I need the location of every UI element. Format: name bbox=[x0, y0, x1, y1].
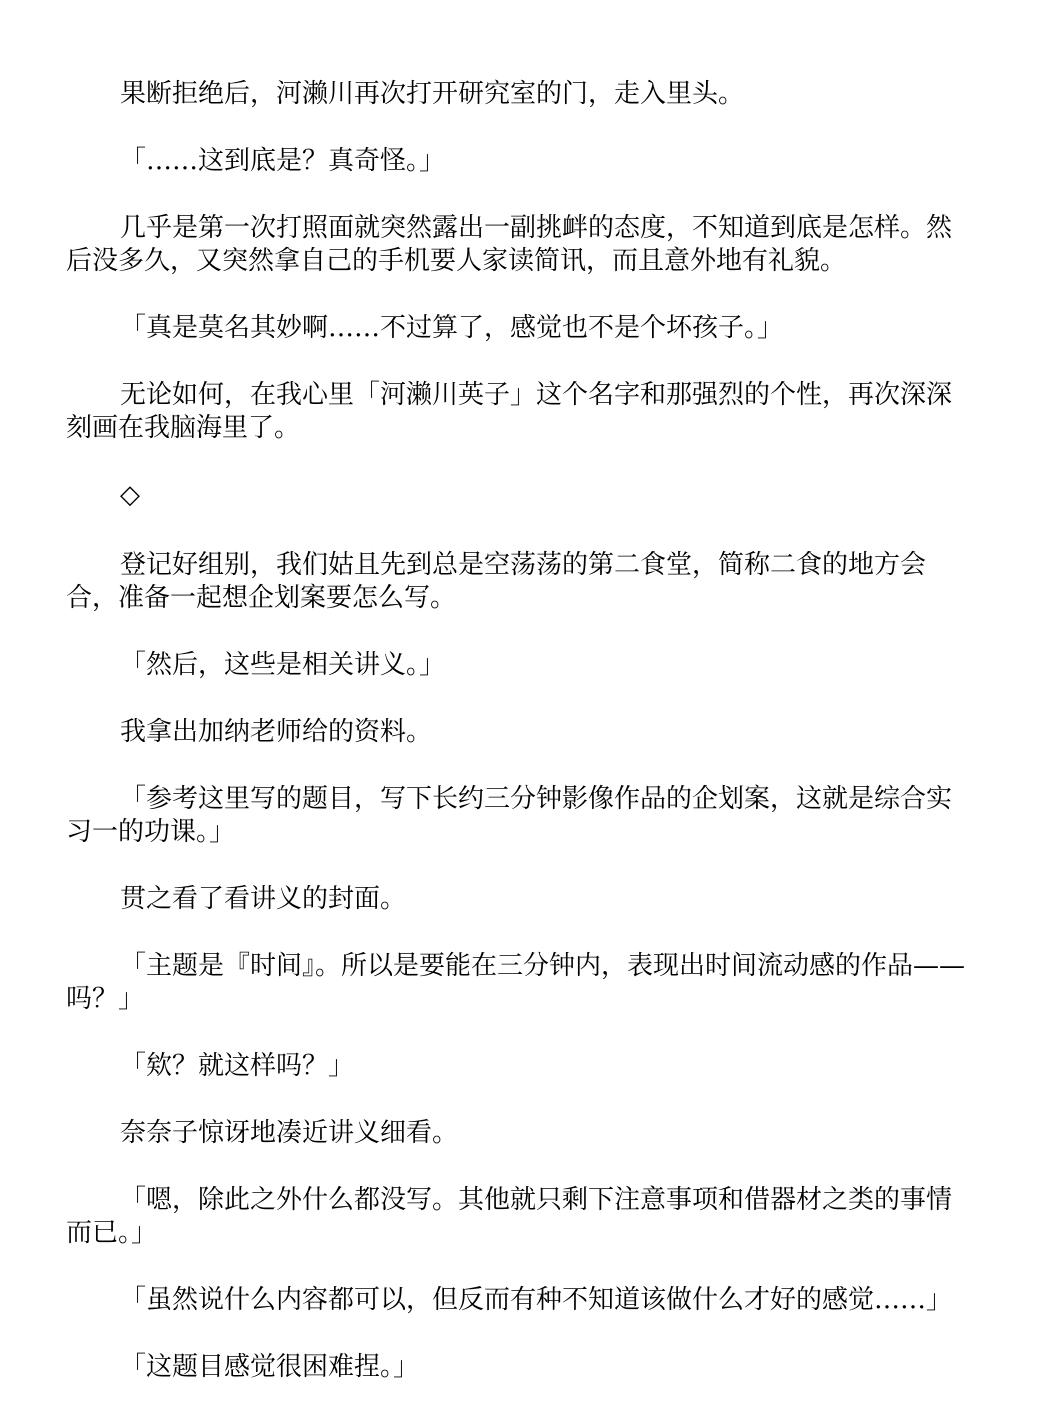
dialogue-line: 「虽然说什么内容都可以，但反而有种不知道该做什么才好的感觉……」 bbox=[120, 1285, 953, 1315]
dialogue-line: 「欸？就这样吗？」 bbox=[120, 1051, 355, 1081]
paragraph: 无论如何，在我心里「河濑川英子」这个名字和那强烈的个性，再次深深刻画在我脑海里了。 bbox=[66, 380, 953, 443]
document-page bbox=[66, 78, 976, 1418]
dialogue-line: 「嗯，除此之外什么都没写。其他就只剩下注意事项和借器材之类的事情而已。」 bbox=[66, 1185, 953, 1248]
section-separator: ◇ bbox=[120, 480, 140, 510]
paragraph: 几乎是第一次打照面就突然露出一副挑衅的态度，不知道到底是怎样。然后没多久，又突然拿自己的手机要人家读简讯，而且意外地有礼貌。 bbox=[66, 213, 953, 276]
paragraph: 贯之看了看讲义的封面。 bbox=[120, 884, 407, 914]
dialogue-line: 「主题是『时间』。所以是要能在三分钟内，表现出时间流动感的作品——吗？」 bbox=[66, 951, 966, 1014]
dialogue-line: 「然后，这些是相关讲义。」 bbox=[120, 650, 446, 680]
dialogue-line: 「参考这里写的题目，写下长约三分钟影像作品的企划案，这就是综合实习一的功课。」 bbox=[66, 784, 953, 847]
paragraph: 奈奈子惊讶地凑近讲义细看。 bbox=[120, 1118, 459, 1148]
dialogue-line: 「真是莫名其妙啊……不过算了，感觉也不是个坏孩子。」 bbox=[120, 313, 784, 343]
paragraph: 果断拒绝后，河濑川再次打开研究室的门，走入里头。 bbox=[120, 79, 745, 109]
dialogue-line: 「……这到底是？真奇怪。」 bbox=[120, 146, 446, 176]
paragraph: 登记好组别，我们姑且先到总是空荡荡的第二食堂，简称二食的地方会合，准备一起想企划案要怎么写。 bbox=[66, 550, 927, 613]
paragraph: 我拿出加纳老师给的资料。 bbox=[120, 717, 433, 747]
dialogue-line: 「这题目感觉很困难捏。」 bbox=[120, 1352, 420, 1382]
